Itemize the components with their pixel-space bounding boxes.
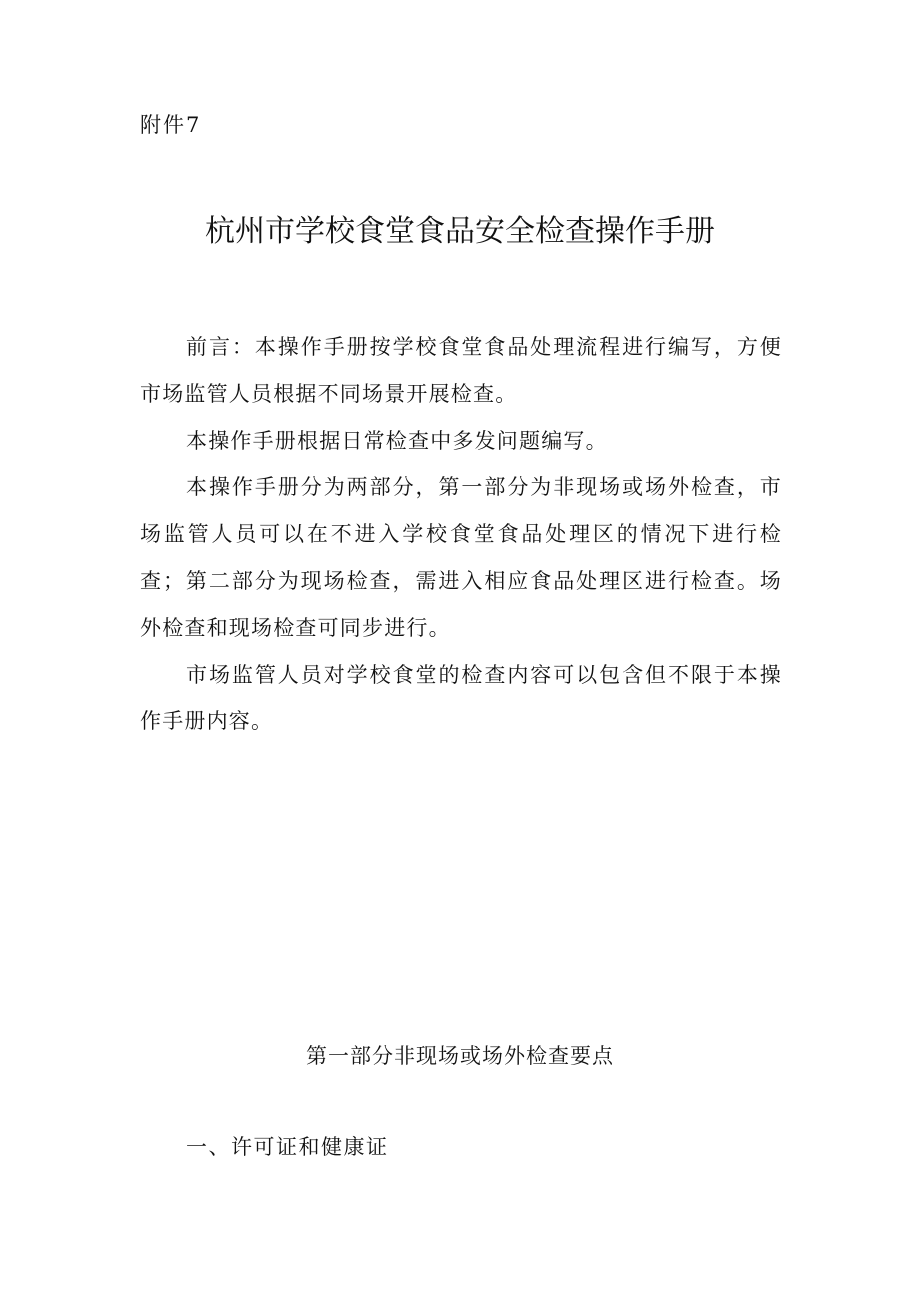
- attachment-label: 附件7: [140, 113, 202, 137]
- subsection-title: 一、许可证和健康证: [186, 1135, 389, 1159]
- paragraph-scope: 市场监管人员对学校食堂的检查内容可以包含但不限于本操作手册内容。: [140, 662, 782, 734]
- paragraph-basis: 本操作手册根据日常检查中多发问题编写。: [186, 428, 608, 453]
- paragraph-structure: 本操作手册分为两部分，第一部分为非现场或场外检查，市场监管人员可以在不进入学校食堂食品处理区的情况下进行检查；第二部分为现场检查，需进入相应食品处理区进行检查。场外检查和现场检查可同步进行。: [140, 475, 782, 640]
- section-title: 第一部分非现场或场外检查要点: [306, 1044, 614, 1068]
- preface-body: [140, 324, 782, 745]
- document-title: 杭州市学校食堂食品安全检查操作手册: [205, 214, 715, 249]
- paragraph-preface: 前言：本操作手册按学校食堂食品处理流程进行编写，方便市场监管人员根据不同场景开展检查。: [140, 335, 782, 406]
